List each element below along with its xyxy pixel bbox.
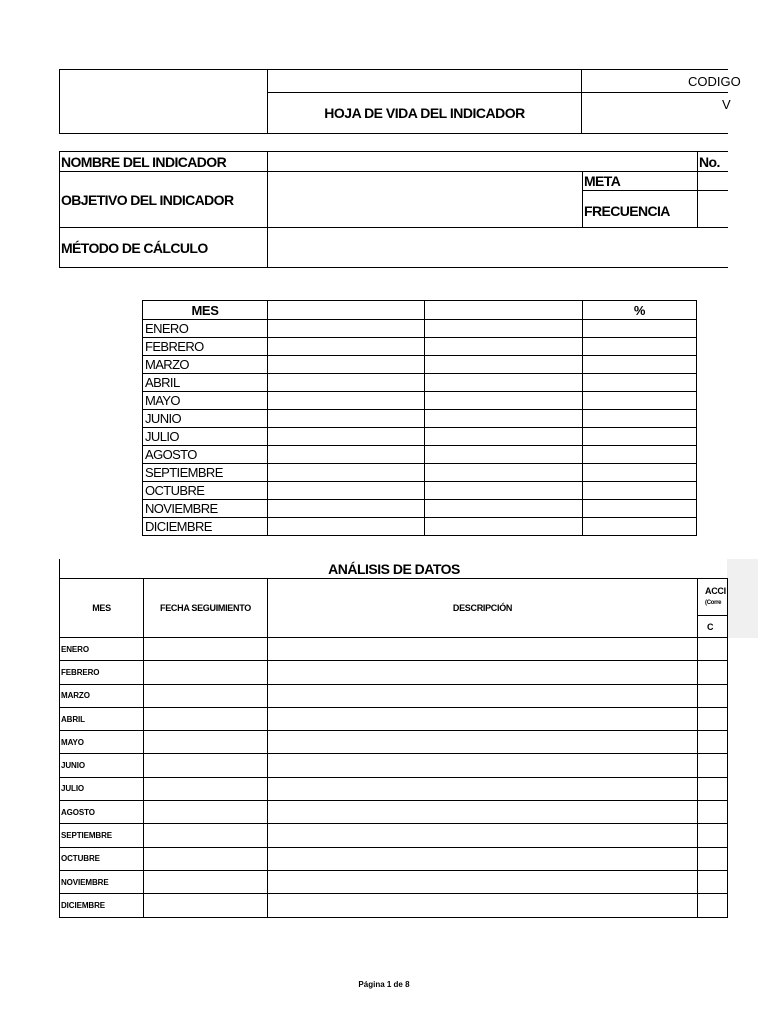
- table-row: [143, 500, 697, 518]
- value-cell[interactable]: [425, 374, 583, 392]
- table-row: [60, 684, 728, 707]
- analysis-month-cell: AGOSTO: [60, 801, 144, 824]
- nombre-label: NOMBRE DEL INDICADOR: [61, 153, 227, 170]
- frecuencia-field[interactable]: [698, 191, 728, 227]
- table-row: [143, 338, 697, 356]
- descripcion-cell[interactable]: [268, 824, 698, 847]
- version-cell: [582, 93, 731, 134]
- month-cell: DICIEMBRE: [143, 518, 268, 536]
- table-row: [143, 428, 697, 446]
- header-top-cell: [267, 69, 582, 93]
- metodo-field[interactable]: [268, 228, 728, 268]
- fecha-cell[interactable]: [144, 801, 268, 824]
- nombre-field[interactable]: [268, 152, 697, 171]
- percent-cell[interactable]: [583, 320, 697, 338]
- accion-label: ACCI: [705, 586, 726, 596]
- value-cell[interactable]: [425, 356, 583, 374]
- descripcion-cell[interactable]: [268, 731, 698, 754]
- month-cell: SEPTIEMBRE: [143, 464, 268, 482]
- descripcion-cell[interactable]: [268, 870, 698, 893]
- accion-cell[interactable]: [698, 707, 728, 730]
- value-cell[interactable]: [268, 320, 425, 338]
- value-cell[interactable]: [268, 356, 425, 374]
- value-cell[interactable]: [268, 446, 425, 464]
- percent-cell[interactable]: [583, 338, 697, 356]
- value-cell[interactable]: [268, 392, 425, 410]
- table-row: [60, 847, 728, 870]
- analysis-month-cell: ENERO: [60, 638, 144, 661]
- value-cell[interactable]: [268, 464, 425, 482]
- analysis-month-cell: FEBRERO: [60, 661, 144, 684]
- fecha-cell[interactable]: [144, 870, 268, 893]
- analysis-month-cell: JULIO: [60, 777, 144, 800]
- fecha-cell[interactable]: [144, 707, 268, 730]
- analysis-month-cell: MAYO: [60, 731, 144, 754]
- fecha-cell[interactable]: [144, 638, 268, 661]
- indicator-info-block: [59, 151, 728, 268]
- column-header: [425, 301, 583, 320]
- table-row: [60, 707, 728, 730]
- fecha-cell[interactable]: [144, 894, 268, 917]
- fecha-cell[interactable]: [144, 731, 268, 754]
- frecuencia-label: FRECUENCIA: [584, 203, 670, 219]
- table-row: [60, 661, 728, 684]
- month-cell: MARZO: [143, 356, 268, 374]
- value-cell[interactable]: [268, 338, 425, 356]
- descripcion-cell[interactable]: [268, 638, 698, 661]
- analysis-mes-header: MES: [60, 579, 144, 638]
- analysis-c-header: C: [698, 616, 728, 638]
- value-cell[interactable]: [425, 320, 583, 338]
- percent-cell[interactable]: [583, 482, 697, 500]
- accion-cell[interactable]: [698, 661, 728, 684]
- fecha-cell[interactable]: [144, 824, 268, 847]
- accion-cell[interactable]: [698, 684, 728, 707]
- percent-cell[interactable]: [583, 518, 697, 536]
- descripcion-cell[interactable]: [268, 661, 698, 684]
- analysis-table: [59, 578, 728, 918]
- month-cell: FEBRERO: [143, 338, 268, 356]
- version-label: V: [722, 97, 731, 112]
- percent-cell[interactable]: [583, 500, 697, 518]
- value-cell[interactable]: [425, 482, 583, 500]
- descripcion-cell[interactable]: [268, 754, 698, 777]
- table-row: [60, 824, 728, 847]
- value-cell[interactable]: [268, 518, 425, 536]
- table-row: [60, 870, 728, 893]
- accion-cell[interactable]: [698, 754, 728, 777]
- table-row: [143, 518, 697, 536]
- table-row: [143, 392, 697, 410]
- accion-sublabel: (Corre: [705, 600, 722, 606]
- fecha-cell[interactable]: [144, 777, 268, 800]
- accion-cell[interactable]: [698, 731, 728, 754]
- accion-cell[interactable]: [698, 638, 728, 661]
- descripcion-cell[interactable]: [268, 684, 698, 707]
- analysis-title: ANÁLISIS DE DATOS: [328, 561, 460, 577]
- value-cell[interactable]: [268, 410, 425, 428]
- table-row: [143, 320, 697, 338]
- codigo-cell: [582, 69, 741, 93]
- percent-cell[interactable]: [583, 356, 697, 374]
- accion-cell[interactable]: [698, 824, 728, 847]
- month-cell: OCTUBRE: [143, 482, 268, 500]
- accion-cell[interactable]: [698, 847, 728, 870]
- table-row: [60, 638, 728, 661]
- value-cell[interactable]: [268, 482, 425, 500]
- analysis-month-cell: SEPTIEMBRE: [60, 824, 144, 847]
- percent-cell[interactable]: [583, 428, 697, 446]
- document-title: [267, 93, 582, 134]
- percent-cell[interactable]: [583, 392, 697, 410]
- table-row: [60, 777, 728, 800]
- value-cell[interactable]: [425, 392, 583, 410]
- month-cell: JULIO: [143, 428, 268, 446]
- analysis-month-cell: DICIEMBRE: [60, 894, 144, 917]
- value-cell[interactable]: [425, 410, 583, 428]
- descripcion-cell[interactable]: [268, 777, 698, 800]
- table-row: [60, 801, 728, 824]
- document-title-text: HOJA DE VIDA DEL INDICADOR: [324, 105, 525, 121]
- analysis-fecha-header: FECHA SEGUIMIENTO: [144, 579, 268, 638]
- table-row: [60, 731, 728, 754]
- month-cell: ENERO: [143, 320, 268, 338]
- month-cell: AGOSTO: [143, 446, 268, 464]
- table-row: [143, 356, 697, 374]
- table-row: [143, 464, 697, 482]
- fecha-cell[interactable]: [144, 847, 268, 870]
- objetivo-field[interactable]: [268, 172, 582, 227]
- metodo-label: MÉTODO DE CÁLCULO: [61, 240, 208, 256]
- value-cell[interactable]: [268, 374, 425, 392]
- month-cell: NOVIEMBRE: [143, 500, 268, 518]
- mes-column-header: MES: [143, 301, 268, 320]
- value-cell[interactable]: [425, 446, 583, 464]
- fecha-cell[interactable]: [144, 684, 268, 707]
- month-cell: MAYO: [143, 392, 268, 410]
- fecha-cell[interactable]: [144, 661, 268, 684]
- page-number: Página 1 de 8: [358, 980, 410, 989]
- percent-cell[interactable]: [583, 410, 697, 428]
- table-row: [60, 894, 728, 917]
- descripcion-cell[interactable]: [268, 707, 698, 730]
- value-cell[interactable]: [425, 518, 583, 536]
- table-header-row: [143, 301, 697, 320]
- month-cell: ABRIL: [143, 374, 268, 392]
- descripcion-cell[interactable]: [268, 801, 698, 824]
- value-cell[interactable]: [268, 428, 425, 446]
- accion-cell[interactable]: [698, 870, 728, 893]
- meta-label: META: [584, 173, 621, 189]
- table-row: [143, 482, 697, 500]
- analysis-descripcion-header: DESCRIPCIÓN: [268, 579, 698, 638]
- monthly-results-table: [142, 300, 697, 536]
- table-row: [143, 410, 697, 428]
- logo-cell: [59, 69, 267, 134]
- codigo-label: CODIGO: [688, 74, 741, 89]
- descripcion-cell[interactable]: [268, 894, 698, 917]
- analysis-month-cell: OCTUBRE: [60, 847, 144, 870]
- analysis-month-cell: ABRIL: [60, 707, 144, 730]
- percent-cell[interactable]: [583, 446, 697, 464]
- value-cell[interactable]: [425, 500, 583, 518]
- percent-column-header: %: [583, 301, 697, 320]
- column-header: [268, 301, 425, 320]
- percent-cell[interactable]: [583, 464, 697, 482]
- accion-cell[interactable]: [698, 801, 728, 824]
- table-row: [143, 374, 697, 392]
- accion-cell[interactable]: [698, 894, 728, 917]
- value-cell[interactable]: [425, 464, 583, 482]
- objetivo-label: OBJETIVO DEL INDICADOR: [61, 191, 234, 208]
- value-cell[interactable]: [425, 428, 583, 446]
- table-row: [60, 754, 728, 777]
- table-row: [143, 446, 697, 464]
- month-cell: JUNIO: [143, 410, 268, 428]
- descripcion-cell[interactable]: [268, 847, 698, 870]
- fecha-cell[interactable]: [144, 754, 268, 777]
- analysis-month-cell: NOVIEMBRE: [60, 870, 144, 893]
- accion-cell[interactable]: [698, 777, 728, 800]
- no-label: No.: [699, 153, 720, 170]
- value-cell[interactable]: [268, 500, 425, 518]
- meta-field[interactable]: [698, 172, 728, 190]
- analysis-accion-header: [698, 579, 728, 616]
- analysis-month-cell: JUNIO: [60, 754, 144, 777]
- percent-cell[interactable]: [583, 374, 697, 392]
- value-cell[interactable]: [425, 338, 583, 356]
- analysis-month-cell: MARZO: [60, 684, 144, 707]
